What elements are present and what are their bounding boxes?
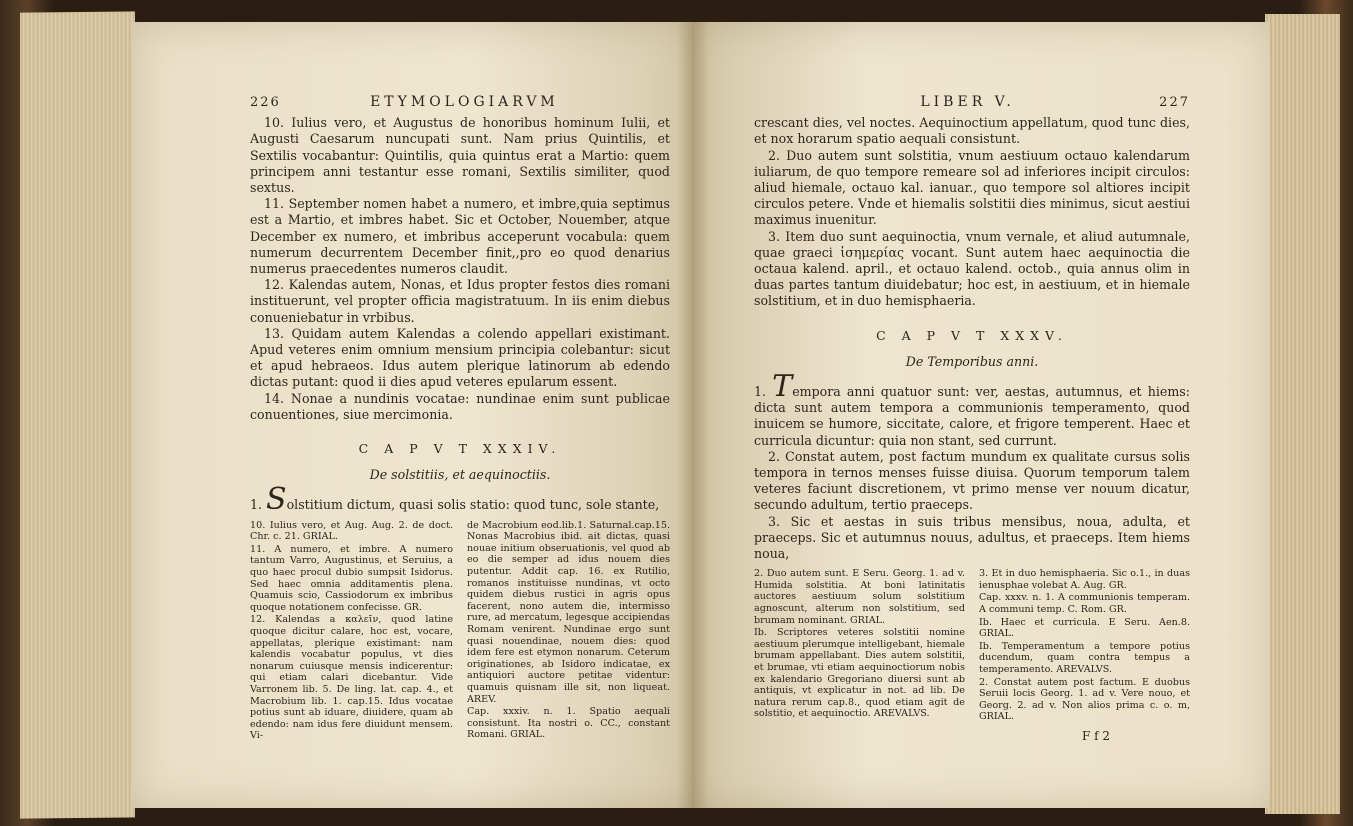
footnotes: [754, 568, 1190, 724]
left-page-content: [250, 94, 670, 743]
page-number: 226: [250, 95, 281, 110]
footnotes: [250, 520, 670, 743]
paragraph: 3. Sic et aestas in suis tribus mensibus, noua, adulta, et praeceps. Sic et autumnus nouus, adultus, et praeceps. Item hiems noua,: [754, 513, 1190, 562]
opening-text: olstitium dictum, quasi solis statio: quod tunc, sole stante,: [286, 497, 660, 513]
running-title: LIBER V.: [920, 94, 1015, 110]
footnote: de Macrobium eod.lib.1. Saturnal.cap.15. Nonas Macrobius ibid. ait dictas, quasi nouae initium obseruationis, vel quod ab eo die semper ad idus nouem dies putentur. Addit cap. 16. ex Rutilio, romanos instituisse nundinas, vt octo quidem diebus rustici in agris opus facerent, nono autem die, intermisso rure, ad mercatum, legesque accipiendas Romam venirent. Nundinae ergo sunt quasi nouendinae, nouem dies: quod idem fere est etymon nonarum. Ceterum originationes, ab Isidoro indicatae, ex antiquiori auctore petitae videntur: quamuis quisnam ille sit, non liqueat. AREV.: [467, 519, 670, 705]
signature-mark: F f 2: [1081, 729, 1110, 743]
chapter-opening: 1. Tempora anni quatuor sunt: ver, aestas, autumnus, et hiems: dicta sunt autem tempora a communionis temperamento, quod inuicem se humore, siccitate, calore, et frigore temperent. Haec et curricula dicuntur: quia non stant, sed currunt.: [754, 369, 1190, 448]
drop-cap: T: [772, 369, 793, 405]
running-head: [250, 94, 670, 111]
paragraph: 3. Item duo sunt aequinoctia, vnum vernale, et aliud autumnale, quae graeci ἰσημερίας vocant. Sunt autem haec aequinoctia die octaua kalend. april., et octauo kalend. octob., quia annus olim in duas partes tantum diuidebatur; hoc est, in aestiuum, et in hiemale solstitium, et in duo hemisphaeria.: [754, 228, 1190, 309]
chapter-subtitle: De Temporibus anni.: [905, 353, 1039, 369]
footnote: 10. Iulius vero, et Aug. Aug. 2. de doct. Chr. c. 21. GRIAL.: [250, 519, 453, 543]
chapter-opening: 1. Solstitium dictum, quasi solis statio: quod tunc, sole stante,: [250, 482, 660, 518]
page-number: 227: [1159, 95, 1190, 110]
footnote-column-left: [250, 520, 453, 743]
paragraph: 2. Constat autem, post factum mundum ex qualitate cursus solis tempora in ternos menses fuisse diuisa. Quorum temporum talem veteres faciunt discretionem, vt primo mense ver nouum dicatur, secundo adultum, tertio praeceps.: [754, 448, 1190, 513]
page-edges-left: [20, 11, 135, 818]
footnote: Ib. Temperamentum a tempore potius ducendum, quam contra tempus a temperamento. AREVALVS.: [979, 640, 1190, 676]
opening-text: empora anni quatuor sunt: ver, aestas, autumnus, et hiems: dicta sunt autem tempora a communionis temperamento, quod inuicem se humore, siccitate, calore, et frigore temperent. Haec et curricula dicuntur: quia non stant, sed currunt.: [754, 384, 1190, 448]
chapter-heading: C A P V T XXXIV.: [358, 441, 562, 457]
paragraph: 11. September nomen habet a numero, et imbre,quia septimus est a Martio, et imbres habet. Sic et October, Nouember, atque December ex numero, et imbribus acceperunt vocabula: quem numerum decurrentem December finit,,pro eo quod denarius numerus praecedentes numeros claudit.: [250, 196, 670, 277]
paragraph: 10. Iulius vero, et Augustus de honoribus hominum Iulii, et Augusti Caesarum nuncupati sunt. Nam prius Quintilis, et Sextilis vocabantur: Quintilis, quia quintus erat a Martio: quem principem anni testantur esse romani, Sextilis similiter, quod sextus.: [250, 115, 670, 196]
paragraph: crescant dies, vel noctes. Aequinoctium appellatum, quod tunc dies, et nox horarum spatio aequali consistunt.: [754, 115, 1190, 147]
footnote-column-left: [754, 568, 965, 724]
footnote: Cap. xxxv. n. 1. A communionis temperam. A communi temp. C. Rom. GR.: [979, 592, 1190, 616]
page-edges-right: [1265, 14, 1340, 814]
footnote: 2. Duo autem sunt. E Seru. Georg. 1. ad v. Humida solstitia. At boni latinitatis auctores aestiuum solum solstitium agnoscunt, alterum non solstitium, sed brumam nominant. GRIAL.: [754, 568, 965, 626]
chapter-subtitle: De solstitiis, et aequinoctiis.: [369, 467, 551, 483]
chapter-heading: C A P V T XXXV.: [876, 327, 1068, 343]
paragraph: 12. Kalendas autem, Nonas, et Idus propter festos dies romani instituerunt, vel propter officia magistratuum. In iis enim diebus conueniebatur in vrbibus.: [250, 277, 670, 325]
paragraph: 2. Duo autem sunt solstitia, vnum aestiuum octauo kalendarum iuliarum, de quo tempore remeare sol ad inferiores incipit circulos: aliud hiemale, octauo kal. ianuar., quo tempore sol altiores incipit circulos petere. Vnde et hiemalis solstitii dies minimus, sicut aestiui maximus inuenitur.: [754, 147, 1190, 228]
footnote: 12. Kalendas a καλεῖν, quod latine quoque dicitur calare, hoc est, vocare, appellatas, plerique existimant: nam kalendis vocabatur populus, vt dies nonarum cuiusque mensis indicerentur: qui etiam calari dicebantur. Vide Varronem lib. 5. De ling. lat. cap. 4., et Macrobium lib. 1. cap.15. Idus vocatae potius sunt ab iduare, diuidere, quam ab edendo: nam idus fere diuidunt mensem. Vi-: [250, 614, 453, 742]
footnote-column-right: [467, 520, 670, 743]
right-page: [692, 22, 1270, 808]
footnote: 3. Et in duo hemisphaeria. Sic o.1., in duas ienusphae volebat A. Aug. GR.: [979, 568, 1190, 591]
running-head: [754, 94, 1190, 111]
footnote: Cap. xxxiv. n. 1. Spatio aequali consistunt. Ita nostri o. CC., constant Romani. GRIAL.: [467, 706, 670, 741]
footnote: 11. A numero, et imbre. A numero tantum Varro, Augustinus, et Seruius, a quo haec procul dubio sumpsit Isidorus. Sed haec omnia additamentis plena. Quamuis scio, Cassiodorum ex imbribus quoque notationem confecisse. GR.: [250, 543, 453, 613]
footnote: Ib. Haec et curricula. E Seru. Aen.8. GRIAL.: [979, 616, 1190, 640]
paragraph: 14. Nonae a nundinis vocatae: nundinae enim sunt publicae conuentiones, siue mercimonia.: [250, 390, 670, 422]
drop-cap: S: [266, 482, 287, 518]
paragraph: 13. Quidam autem Kalendas a colendo appellari existimant. Apud veteres enim omnium mensium principia colebantur: sicut et apud hebraeos. Idus autem plerique latinorum ab edendo dictas putant: quod ii dies apud veteres epularum essent.: [250, 325, 670, 390]
right-page-content: [754, 94, 1190, 744]
left-page: [132, 22, 694, 808]
footnote-column-right: [979, 568, 1190, 724]
running-title: ETYMOLOGIARVM: [370, 94, 559, 110]
footnote: 2. Constat autem post factum. E duobus Seruii locis Georg. 1. ad v. Vere nouo, et Georg. 2. ad v. Non alios prima c. o. m, GRIAL.: [979, 676, 1190, 723]
footnote: Ib. Scriptores veteres solstitii nomine aestiuum plerumque intelligebant, hiemale brumam appellabant. Dies autem solstitii, et brumae, vti etiam aequinoctiorum nobis ex kalendario Gregoriano diuersi sunt ab antiquis, vt explicatur in not. ad lib. De natura rerum cap.8., quod etiam agit de solstitio, et aequinoctio. AREVALVS.: [754, 627, 965, 720]
